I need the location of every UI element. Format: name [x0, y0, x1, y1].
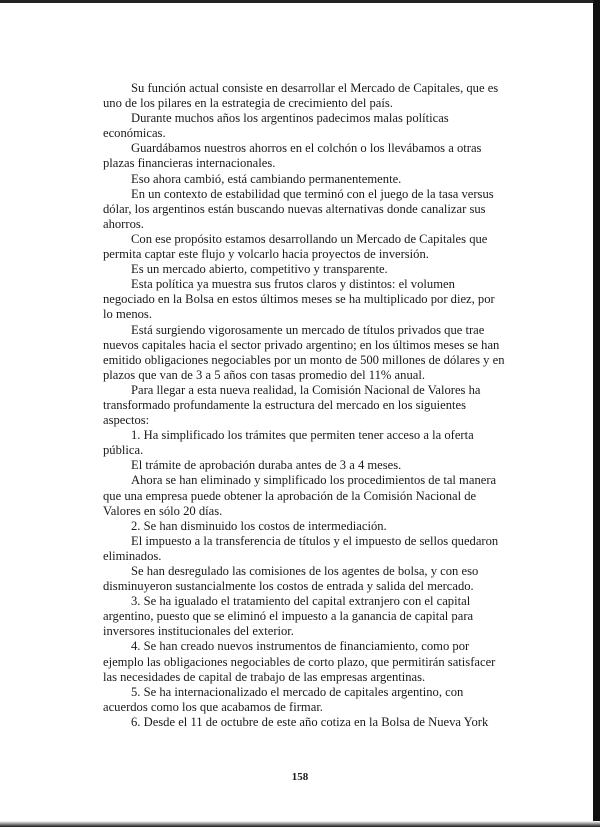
list-item-1: 1. Ha simplificado los trámites que permiten tener acceso a la oferta pública.	[103, 428, 474, 458]
paragraph: Para llegar a esta nueva realidad, la Comisión Nacional de Valores ha transformado profundamente la estructura del mercado en los siguientes aspectos:	[103, 382, 481, 428]
paragraph: Ahora se han eliminado y simplificado los procedimientos de tal manera que una empresa puede obtener la aprobación de la Comisión Nacional de Valores en sólo 20 días.	[103, 473, 497, 518]
body-text	[103, 81, 506, 730]
paragraph: Esta política ya muestra sus frutos claros y distintos: el volumen negociado en la Bolsa en estos últimos meses se ha multiplicado por diez, por lo menos.	[103, 277, 495, 322]
paragraph: Su función actual consiste en desarrollar el Mercado de Capitales, que es uno de los pilares en la estrategia de crecimiento del país.	[103, 81, 499, 111]
paragraph: Se han desregulado las comisiones de los agentes de bolsa, y con eso disminuyeron sustancialmente los costos de entrada y salida del mercado.	[103, 564, 479, 594]
paragraph: El trámite de aprobación duraba antes de 3 a 4 meses.	[131, 458, 402, 473]
paragraph: Está surgiendo vigorosamente un mercado de títulos privados que trae nuevos capitales hacia el sector privado argentino; en los últimos meses se han emitido obligaciones negociables por un monto de 500 millones de dólares y en plazos que van de 3 a 5 años con tasas promedio del 11% anual.	[103, 322, 505, 382]
paragraph: Eso ahora cambió, está cambiando permanentemente.	[131, 171, 402, 186]
paragraph: Con ese propósito estamos desarrollando un Mercado de Capitales que permita captar este flujo y volcarlo hacia proyectos de inversión.	[103, 231, 488, 262]
paragraph: Guardábamos nuestros ahorros en el colchón o los llevábamos a otras plazas financieras internacionales.	[103, 141, 482, 171]
list-item-4: 4. Se han creado nuevos instrumentos de financiamiento, como por ejemplo las obligaciones negociables de corto plazo, que permitirán satisfacer las necesidades de capital de trabajo de las empresas argentinas.	[103, 639, 496, 684]
scan-edge-right	[593, 0, 600, 827]
paragraph: Es un mercado abierto, competitivo y transparente.	[131, 262, 388, 277]
list-item-5: 5. Se ha internacionalizado el mercado de capitales argentino, con acuerdos como los que acabamos de firmar.	[103, 684, 464, 714]
paragraph: Durante muchos años los argentinos padecimos malas políticas económicas.	[103, 111, 449, 141]
list-item-6: 6. Desde el 11 de octubre de este año cotiza en la Bolsa de Nueva York	[131, 714, 489, 729]
paragraph: El impuesto a la transferencia de títulos y el impuesto de sellos quedaron eliminados.	[103, 533, 499, 563]
list-item-3: 3. Se ha igualado el tratamiento del capital extranjero con el capital argentino, puesto que se eliminó el impuesto a la ganancia de capital para inversores institucionales del exterior.	[103, 594, 474, 639]
scan-edge-bottom	[0, 821, 600, 827]
page-number: 158	[291, 771, 309, 783]
list-item-2: 2. Se han disminuido los costos de intermediación.	[131, 518, 387, 533]
paragraph: En un contexto de estabilidad que terminó con el juego de la tasa versus dólar, los argentinos están buscando nuevas alternativas donde canalizar sus ahorros.	[103, 186, 494, 231]
scan-edge-top	[0, 0, 600, 3]
